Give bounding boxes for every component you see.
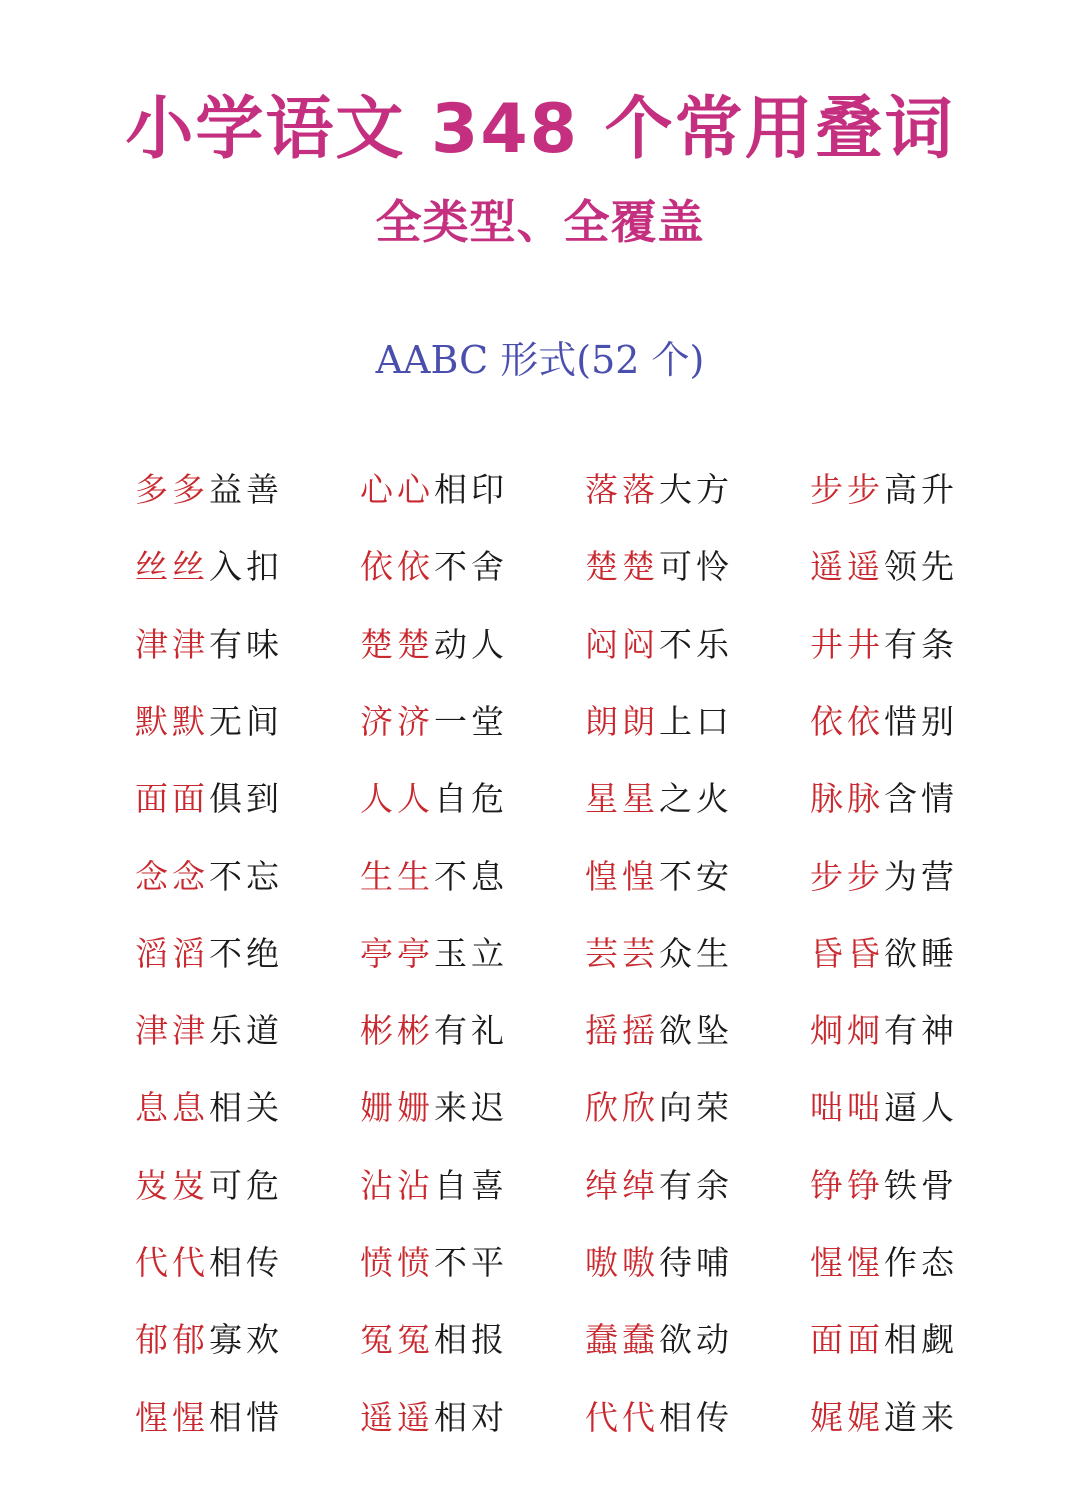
idiom-repeated-chars: 遥遥: [360, 1397, 434, 1437]
idiom-item: [360, 1078, 560, 1138]
idiom-remaining-chars: 相觑: [884, 1320, 958, 1360]
idiom-repeated-chars: 心心: [360, 470, 434, 509]
idiom-remaining-chars: 有味: [209, 624, 283, 664]
idiom-repeated-chars: 娓娓: [810, 1397, 884, 1437]
idiom-remaining-chars: 相报: [434, 1320, 508, 1360]
idiom-item: [810, 924, 1010, 984]
idiom-repeated-chars: 惶惶: [585, 856, 659, 896]
idiom-item: [360, 1233, 560, 1293]
idiom-remaining-chars: 高升: [884, 470, 958, 509]
idiom-item: [360, 1001, 560, 1061]
idiom-repeated-chars: 生生: [360, 856, 434, 896]
idiom-item: [585, 1310, 785, 1370]
idiom-repeated-chars: 彬彬: [360, 1011, 434, 1051]
idiom-repeated-chars: 炯炯: [810, 1011, 884, 1051]
idiom-item: [135, 1156, 335, 1216]
idiom-item: [135, 460, 335, 520]
idiom-remaining-chars: 不平: [434, 1243, 508, 1282]
idiom-item: [360, 615, 560, 675]
idiom-remaining-chars: 有神: [884, 1011, 958, 1051]
idiom-item: [135, 1388, 335, 1448]
idiom-item: [360, 460, 560, 520]
idiom-remaining-chars: 不舍: [434, 547, 508, 587]
idiom-repeated-chars: 愤愤: [360, 1243, 434, 1282]
idiom-item: [810, 1078, 1010, 1138]
idiom-remaining-chars: 可危: [209, 1165, 283, 1205]
idiom-remaining-chars: 相传: [659, 1397, 733, 1437]
idiom-repeated-chars: 朗朗: [585, 701, 659, 741]
idiom-remaining-chars: 惜别: [884, 701, 958, 741]
idiom-remaining-chars: 来迟: [434, 1088, 508, 1128]
idiom-repeated-chars: 代代: [585, 1397, 659, 1437]
idiom-item: [585, 615, 785, 675]
idiom-repeated-chars: 代代: [135, 1243, 209, 1282]
idiom-remaining-chars: 乐道: [209, 1011, 283, 1051]
idiom-remaining-chars: 寡欢: [209, 1320, 283, 1360]
idiom-item: [135, 1078, 335, 1138]
idiom-item: [585, 924, 785, 984]
idiom-item: [810, 1001, 1010, 1061]
idiom-remaining-chars: 不乐: [659, 624, 733, 664]
idiom-repeated-chars: 昏昏: [810, 933, 884, 973]
idiom-remaining-chars: 不安: [659, 856, 733, 896]
idiom-remaining-chars: 之火: [659, 779, 733, 819]
idiom-repeated-chars: 丝丝: [135, 547, 209, 587]
idiom-remaining-chars: 为营: [884, 856, 958, 896]
idiom-remaining-chars: 欲坠: [659, 1011, 733, 1051]
idiom-item: [585, 1156, 785, 1216]
idiom-remaining-chars: 众生: [659, 933, 733, 973]
idiom-item: [585, 692, 785, 752]
idiom-item: [360, 769, 560, 829]
idiom-item: [135, 615, 335, 675]
idiom-item: [585, 1388, 785, 1448]
idiom-item: [585, 1233, 785, 1293]
idiom-item: [360, 692, 560, 752]
idiom-item: [360, 1388, 560, 1448]
idiom-remaining-chars: 有条: [884, 624, 958, 664]
idiom-repeated-chars: 惺惺: [135, 1397, 209, 1437]
idiom-remaining-chars: 有余: [659, 1165, 733, 1205]
idiom-remaining-chars: 道来: [884, 1397, 958, 1437]
idiom-repeated-chars: 芸芸: [585, 933, 659, 973]
idiom-item: [810, 1233, 1010, 1293]
idiom-item: [585, 847, 785, 907]
idiom-item: [585, 769, 785, 829]
idiom-repeated-chars: 默默: [135, 701, 209, 741]
idiom-item: [135, 537, 335, 597]
page-subtitle: 全类型、全覆盖: [375, 195, 705, 249]
idiom-repeated-chars: 欣欣: [585, 1088, 659, 1128]
idiom-repeated-chars: 面面: [810, 1320, 884, 1360]
idiom-repeated-chars: 落落: [585, 470, 659, 509]
idiom-remaining-chars: 逼人: [884, 1088, 958, 1128]
idiom-remaining-chars: 动人: [434, 624, 508, 664]
idiom-repeated-chars: 楚楚: [360, 624, 434, 664]
idiom-item: [360, 537, 560, 597]
idiom-item: [585, 1078, 785, 1138]
idiom-remaining-chars: 有礼: [434, 1011, 508, 1051]
idiom-repeated-chars: 亭亭: [360, 933, 434, 973]
idiom-remaining-chars: 含情: [884, 779, 958, 819]
idiom-repeated-chars: 铮铮: [810, 1165, 884, 1205]
idiom-item: [810, 1310, 1010, 1370]
idiom-remaining-chars: 相关: [209, 1088, 283, 1128]
idiom-repeated-chars: 津津: [135, 624, 209, 664]
idiom-remaining-chars: 作态: [884, 1243, 958, 1282]
idiom-item: [135, 1310, 335, 1370]
idiom-item: [810, 769, 1010, 829]
idiom-remaining-chars: 入扣: [209, 547, 283, 587]
idiom-item: [135, 1001, 335, 1061]
idiom-repeated-chars: 岌岌: [135, 1165, 209, 1205]
idiom-repeated-chars: 星星: [585, 779, 659, 819]
idiom-item: [810, 460, 1010, 520]
idiom-repeated-chars: 步步: [810, 470, 884, 509]
idiom-remaining-chars: 相印: [434, 470, 508, 509]
idiom-repeated-chars: 息息: [135, 1088, 209, 1128]
idiom-remaining-chars: 无间: [209, 701, 283, 741]
idiom-repeated-chars: 依依: [810, 701, 884, 741]
idiom-repeated-chars: 绰绰: [585, 1165, 659, 1205]
idiom-remaining-chars: 铁骨: [884, 1165, 958, 1205]
idiom-repeated-chars: 面面: [135, 779, 209, 819]
idiom-item: [360, 1310, 560, 1370]
idiom-repeated-chars: 摇摇: [585, 1011, 659, 1051]
idiom-remaining-chars: 相对: [434, 1397, 508, 1437]
idiom-remaining-chars: 一堂: [434, 701, 508, 741]
idiom-remaining-chars: 自喜: [434, 1165, 508, 1205]
idiom-repeated-chars: 步步: [810, 856, 884, 896]
idiom-remaining-chars: 大方: [659, 470, 733, 509]
idiom-repeated-chars: 多多: [135, 470, 209, 509]
idiom-repeated-chars: 念念: [135, 856, 209, 896]
idiom-item: [585, 537, 785, 597]
idiom-item: [810, 1156, 1010, 1216]
idiom-repeated-chars: 滔滔: [135, 933, 209, 973]
idiom-item: [360, 847, 560, 907]
idiom-item: [810, 847, 1010, 907]
idiom-remaining-chars: 自危: [434, 779, 508, 819]
idiom-remaining-chars: 不息: [434, 856, 508, 896]
idiom-remaining-chars: 玉立: [434, 933, 508, 973]
idiom-remaining-chars: 不绝: [209, 933, 283, 973]
idiom-item: [135, 692, 335, 752]
idiom-remaining-chars: 不忘: [209, 856, 283, 896]
idiom-repeated-chars: 沾沾: [360, 1165, 434, 1205]
idiom-item: [585, 460, 785, 520]
idiom-item: [135, 769, 335, 829]
idiom-repeated-chars: 井井: [810, 624, 884, 664]
idiom-repeated-chars: 冤冤: [360, 1320, 434, 1360]
idiom-repeated-chars: 依依: [360, 547, 434, 587]
idiom-repeated-chars: 遥遥: [810, 547, 884, 587]
section-heading: AABC 形式(52 个): [375, 338, 705, 382]
idiom-item: [810, 692, 1010, 752]
page-title: 小学语文 348 个常用叠词: [125, 90, 955, 169]
idiom-item: [135, 924, 335, 984]
idiom-repeated-chars: 嗷嗷: [585, 1243, 659, 1282]
idiom-repeated-chars: 姗姗: [360, 1088, 434, 1128]
idiom-repeated-chars: 蠢蠢: [585, 1320, 659, 1360]
idiom-item: [360, 924, 560, 984]
idiom-remaining-chars: 欲动: [659, 1320, 733, 1360]
idiom-item: [585, 1001, 785, 1061]
idiom-repeated-chars: 惺惺: [810, 1243, 884, 1282]
idiom-remaining-chars: 相传: [209, 1243, 283, 1282]
idiom-remaining-chars: 上口: [659, 701, 733, 741]
idiom-repeated-chars: 济济: [360, 701, 434, 741]
idiom-remaining-chars: 向荣: [659, 1088, 733, 1128]
idiom-remaining-chars: 待哺: [659, 1243, 733, 1282]
idiom-item: [360, 1156, 560, 1216]
idiom-repeated-chars: 咄咄: [810, 1088, 884, 1128]
idiom-item: [810, 615, 1010, 675]
idiom-item: [135, 1233, 335, 1293]
idiom-remaining-chars: 益善: [209, 470, 283, 509]
idiom-repeated-chars: 郁郁: [135, 1320, 209, 1360]
idiom-repeated-chars: 楚楚: [585, 547, 659, 587]
idiom-repeated-chars: 人人: [360, 779, 434, 819]
idiom-remaining-chars: 可怜: [659, 547, 733, 587]
idiom-repeated-chars: 脉脉: [810, 779, 884, 819]
idiom-item: [810, 1388, 1010, 1448]
idiom-remaining-chars: 领先: [884, 547, 958, 587]
idiom-repeated-chars: 闷闷: [585, 624, 659, 664]
idiom-remaining-chars: 欲睡: [884, 933, 958, 973]
idiom-repeated-chars: 津津: [135, 1011, 209, 1051]
idiom-remaining-chars: 俱到: [209, 779, 283, 819]
idiom-remaining-chars: 相惜: [209, 1397, 283, 1437]
idiom-item: [135, 847, 335, 907]
idiom-item: [810, 537, 1010, 597]
